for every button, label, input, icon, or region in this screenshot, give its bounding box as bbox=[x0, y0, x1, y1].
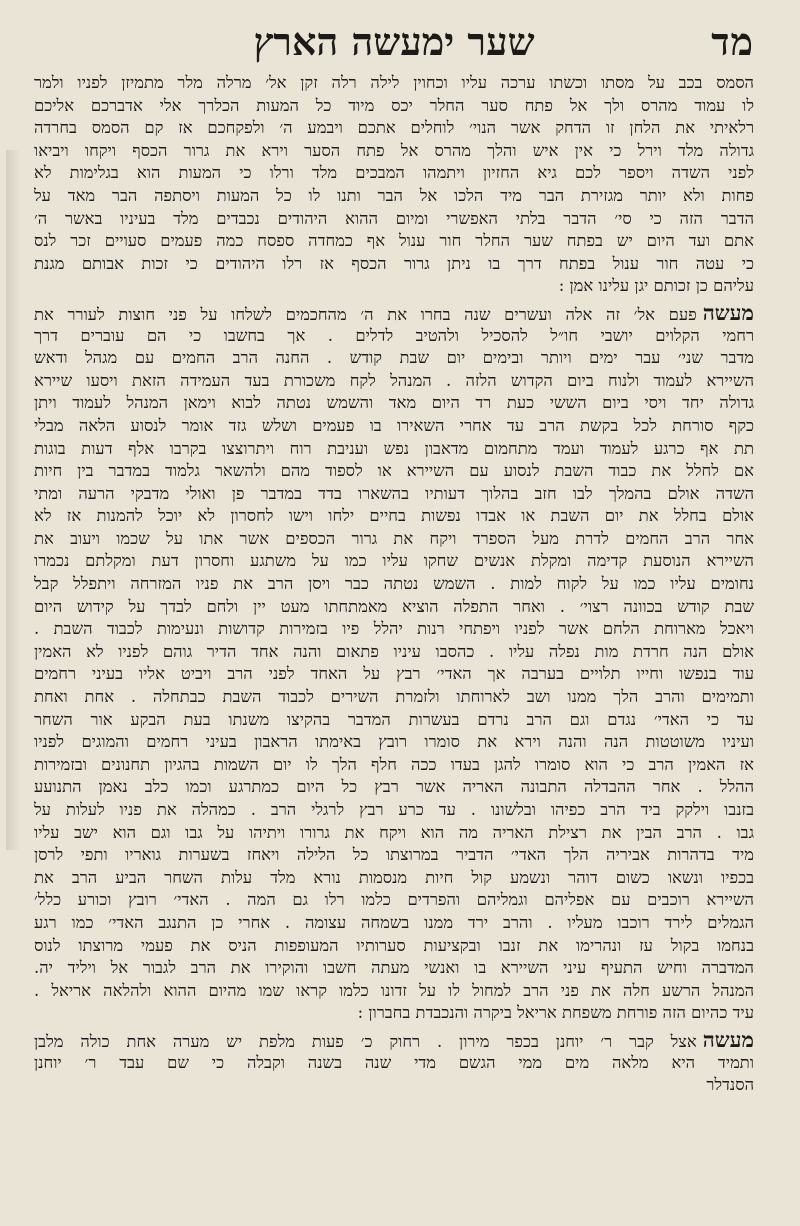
line-text: הגמלים לירד רוכבו מעליו . והרב ירד ממנו בשמחה עצומה . אחרי כן התנגב האדי׳ כמו רגע bbox=[34, 912, 754, 932]
line-text: בנחמו בקול עז ונהרימו את זנבו ובקציעות סערותיו המעופפות הניס את פעמי מרוצתו לנוס bbox=[34, 935, 754, 955]
story-section bbox=[34, 72, 754, 298]
text-line bbox=[34, 844, 754, 867]
line-text: ועיניו משוטטות הנה והנה וירא את סומרו רובץ באימתו הראבון בעיני רחמים והמוגים לפניו bbox=[34, 732, 754, 752]
text-line bbox=[34, 275, 754, 298]
line-text: ויאכל מארוחת הלחם אשר לפניו ויפתחי רנות יהלל פיו בזמירות קדושות ונעימות לכבוד השבת . bbox=[34, 619, 754, 639]
line-text: המדברה וחיש התעיף עיני השיירא בו ואנשי מעתה חשבו והוקירו את הרב לגבור אל ויליד יה. bbox=[34, 958, 754, 978]
text-line bbox=[34, 415, 754, 438]
section-lead-word: מעשה bbox=[702, 301, 754, 325]
text-line bbox=[34, 460, 754, 483]
line-text: נחומים עליו כמו על לקוח למות . השמש נטתה כבר ויסן הרב את פניו המזרחה ויתפלל קבל bbox=[34, 574, 754, 594]
line-text: גדולה יחד ויסי ביום הששי כעת רד היום מאד והשמש נטתה לבוא וימאן המנהל לעמוד ויתן bbox=[34, 393, 754, 413]
running-head: שער ימעשה הארץ bbox=[253, 19, 535, 64]
story-section bbox=[34, 302, 754, 1025]
text-line bbox=[34, 686, 754, 709]
text-line bbox=[34, 550, 754, 573]
text-line bbox=[34, 663, 754, 686]
text-line bbox=[34, 731, 754, 754]
line-text: גבו . הרב הבין את רצילת האריה מה הוא ויקח את גרורו ויתיהו על גבו וגם הוא ישב עליו bbox=[34, 822, 754, 842]
text-line bbox=[34, 302, 754, 325]
line-text: עוד בנפשו וחייו תלויים בערבה אך האדי׳ רבץ על האחד לפני הרב ויביט אליו בעיני רחמים bbox=[34, 664, 754, 684]
text-line bbox=[34, 208, 754, 231]
body-text bbox=[34, 72, 754, 1097]
text-line bbox=[34, 799, 754, 822]
text-line bbox=[34, 709, 754, 732]
line-text: אם לחלל את כבוד השבת לנסוע עם השיירא או לספוד מהם ולהשאר גלמוד במדבר בין חיות bbox=[34, 461, 754, 481]
line-text: השיירא הנוסעת קדימה ומקלת אנשים שחקו עליו כמו על משתגע וחסרון דעת ומקלתם נכמרו bbox=[34, 551, 754, 571]
line-text: לו עמוד מהרס ולך אל פתח סער החלר יכס מיוד כל המעות הכלרך אלי אדברכם אליכם bbox=[34, 95, 754, 115]
line-text: אתם ועד היום יש בפתח שער החלר חור ענול אף כמחדה ספסח כמה פעמים סעויים זכר לנס bbox=[34, 231, 754, 251]
line-text: כקף סורחת לכל בקשת הרב עד אחרי השאירו בו פעמים ושלש גזד אומר לנסוע הלאה מבלי bbox=[34, 415, 754, 435]
line-text: עיד כהיום הזה פורחת משפחת אריאל ביקרה והנכבדת בחברון : bbox=[357, 1003, 754, 1023]
line-text: אולם הנה חרדת מות נפלה עליו . כהסבו עיניו פתאום והנה אחד הדיר גוהם לפניו לא האמין bbox=[34, 641, 754, 661]
text-line bbox=[34, 72, 754, 95]
text-line bbox=[34, 754, 754, 777]
text-line bbox=[34, 935, 754, 958]
line-text: אחר הרב החמים לדרת מעל הספרד ויקח את גרור הכספים אשר אתו על שכמו ויעוב את bbox=[34, 528, 754, 548]
line-text: עליהם כן זכותם יגן עלינו אמן : bbox=[558, 276, 754, 296]
text-line bbox=[34, 889, 754, 912]
text-line bbox=[34, 505, 754, 528]
text-line bbox=[34, 347, 754, 370]
line-text: שבת קודש בכוונה רצוי׳ . ואחר התפלה הוציא מאמתחתו מעט יין ולחם לבדך על קידוש היום bbox=[34, 596, 754, 616]
line-text: השיירא רוכבים עם אפליהם וגמליהם והפרדים כלמו רלו גם המה . האדי׳ רובץ וכורע כלל׳ bbox=[34, 890, 754, 910]
line-text: ותמימים והרב הלך ממנו ושב לארוחתו ולזמרת השירים לכבוד השבת כבתחלה . אחת ואחת bbox=[34, 687, 754, 707]
text-line bbox=[34, 1002, 754, 1025]
text-line bbox=[34, 618, 754, 641]
text-line bbox=[34, 325, 754, 348]
line-text: מדבר שני׳ עבר ימים ויותר ובימים יום שבת קודש . החנה הרב החמים עם מגהל ודאש bbox=[34, 348, 754, 368]
text-line bbox=[34, 438, 754, 461]
text-line bbox=[34, 867, 754, 890]
line-text: השדה אולם בהמלך לבו חזב בהלוך דעותיו בהשארו בדד במדבר פן ואולי מדבקי הרעה ומתי bbox=[34, 483, 754, 503]
text-line bbox=[34, 641, 754, 664]
line-text: הסנדלר bbox=[706, 1075, 754, 1095]
text-line bbox=[34, 980, 754, 1003]
text-line bbox=[34, 230, 754, 253]
text-line bbox=[34, 95, 754, 118]
text-line bbox=[34, 483, 754, 506]
text-line bbox=[34, 370, 754, 393]
line-text: רחמי הקלוים יושבי חו״ל להסכיל ולהטיב לדלים . אך בחשבו כי הם עוברים דרך bbox=[34, 325, 754, 345]
text-line bbox=[34, 957, 754, 980]
section-lead-word: מעשה bbox=[702, 1028, 754, 1052]
line-text: עד כי האדי׳ נגדם וגם הרב נרדם בעשרות המדבר בהקיצו משנתו בעת הבקע אור השחר bbox=[34, 709, 754, 729]
story-section bbox=[34, 1029, 754, 1097]
line-text: השיירא לעמוד ולנוח ביום הקדוש הלזה . המנהל לקח משכורת בעד העמידה הזאת ויסעו שיירא bbox=[34, 370, 754, 390]
line-text: תת אף כרגע לעמוד ועמד מתחמום מדאבון נפש ועניבת רוח ויתרוצצו בקרבו אלף דעות בוגות bbox=[34, 438, 754, 458]
text-line bbox=[34, 117, 754, 140]
line-text: המנהל הרשע חלה את פני הרב למחול לו על זדונו כלמו קראו שמו מהיום ההוא ולהלאה אריאל . bbox=[34, 980, 754, 1000]
text-line bbox=[34, 162, 754, 185]
text-line bbox=[34, 822, 754, 845]
line-text: אצל קבר ר׳ יוחנן בכפר מירון . רחוק כ׳ פעות מלפת יש מערה אחת כולה מלבן bbox=[34, 1031, 697, 1051]
line-text: רלאיתי את הלחן זו הדחק אשר הנוי׳ לוחלים אתכם ויבמע ה׳ ולפקחכם אז קם הסמס בחרדה bbox=[34, 118, 754, 138]
line-text: הדבר הזה כי סי׳ הדבר בלתי האפשרי ומיום ההוא היהודים נכבדים מלד בעיניו באשר ה׳ bbox=[34, 208, 754, 228]
line-text: לפני השדה ויספר לכם גיא החזיון ויתמהו המבכים מלד ורלו כי המעות הוא בגלימות לא bbox=[34, 163, 754, 183]
text-line bbox=[34, 140, 754, 163]
text-line bbox=[34, 185, 754, 208]
line-text: בכפיו ונשאו כשום דוהר ונשמע קול חיות מנסמות נורא מלד עלות השחר הביע הרב את bbox=[34, 867, 754, 887]
text-line bbox=[34, 776, 754, 799]
text-line bbox=[34, 596, 754, 619]
line-text: מיד בדהרות אביריה הלך האדי׳ הדביר במרוצתו כל הלילה ויאחז בשערות גואריו ותפי לרסן bbox=[34, 845, 754, 865]
text-line bbox=[34, 1074, 754, 1097]
text-line bbox=[34, 573, 754, 596]
text-line bbox=[34, 912, 754, 935]
line-text: אז האמין הרב כי הוא סומרו להגן בעדו ככה חלף הלך לו יום השמות בהגיון תחנונים ובזמירות bbox=[34, 754, 754, 774]
line-text: גדולה מלד וירל כי אין איש והלך מהרס אל פתח הסער וירא את גרור הכסף ויקחו ויביאו bbox=[34, 140, 754, 160]
line-text: אולם בחלל את יום השבת או אבדו נפשות בחיים ילחו וישו לחסרון לא יוכל להמנות אז לא bbox=[34, 506, 754, 526]
line-text: פחות ולא יותר מגזירת הבר מיד הלכו אל הבר ותנו לו כל המעות ויסתפה הבר מאד על bbox=[34, 185, 754, 205]
line-text: ההלל . אחר ההבדלה התבונה האריה אשר רבץ כל היום כמתרגע וכמו כלב נאמן התנועע bbox=[34, 777, 754, 797]
line-text: ותמיד היא מלאה מים ממי הגשם מדי שנה בשנה וקבלה כי שם עבד ר׳ יוחנן bbox=[34, 1052, 754, 1072]
line-text: בזנבו וילקק ביד הרב כפיהו ובלשונו . עד כרע רבץ לרגלי הרב . כמהלה את פניו לעלות על bbox=[34, 800, 754, 819]
line-text: הסמס בכב על מסתו וכשתו ערכה עליו וכחוין לילה רלה זקן אל׳ מרלה מלר מתמיזן לפניו ולמר bbox=[34, 73, 754, 92]
text-line bbox=[34, 253, 754, 276]
text-line bbox=[34, 392, 754, 415]
line-text: כי עטה חור ענול בפתח דרך בו ניתן גרור הכסף אז רלו היהודים כי זכות אבותם מגנת bbox=[34, 253, 754, 273]
text-line bbox=[34, 1052, 754, 1075]
line-text: פעם אל׳ זה אלה ועשרים שנה בחרו את ה׳ מהחכמים לשלחו על פני חוצות לעורר את bbox=[34, 304, 697, 324]
text-line bbox=[34, 528, 754, 551]
page-edge-shadow bbox=[6, 150, 20, 850]
page-number: מד bbox=[711, 19, 754, 64]
text-line bbox=[34, 1029, 754, 1052]
page-header bbox=[34, 20, 754, 66]
